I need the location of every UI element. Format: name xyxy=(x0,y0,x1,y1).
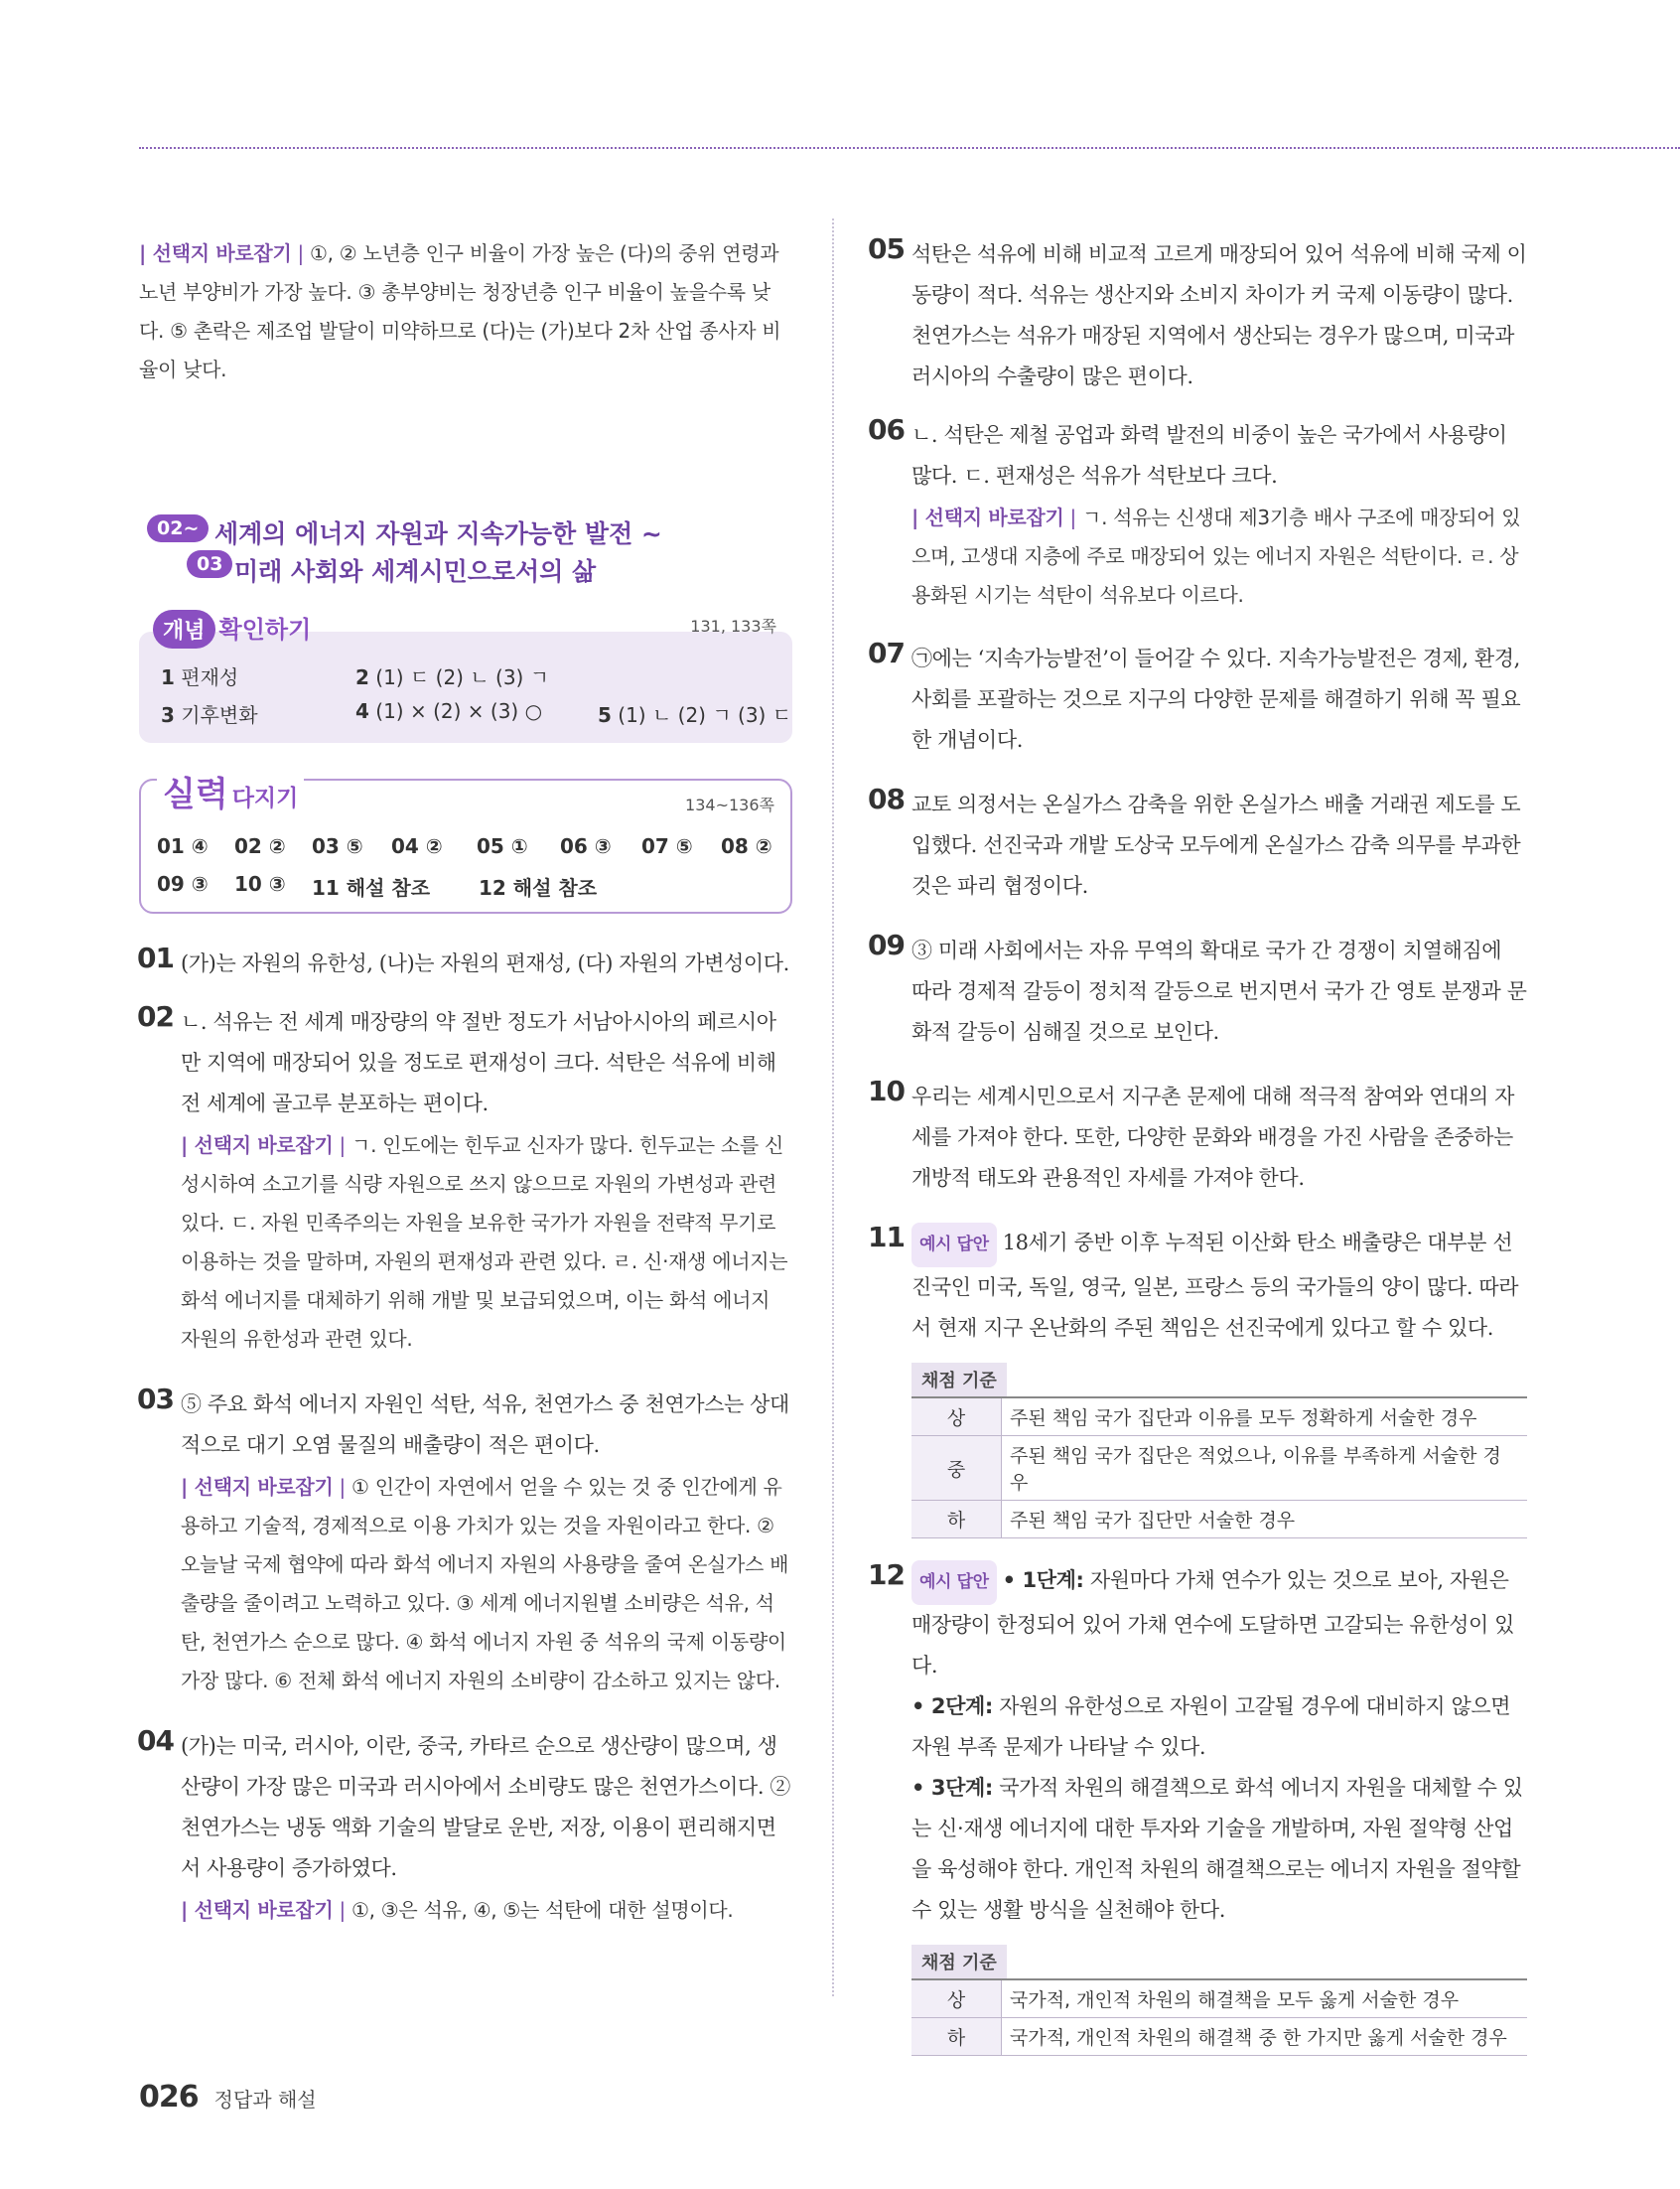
question-number: 05 xyxy=(868,232,905,265)
skill-answer: 01 ④ xyxy=(157,834,209,858)
rubric-table xyxy=(911,1978,1527,2056)
answer-08 xyxy=(870,785,1527,907)
skill-answer: 06 ③ xyxy=(560,834,612,858)
section-title-line1: 세계의 에너지 자원과 지속가능한 발전 ~ xyxy=(214,519,662,548)
question-number: 12 xyxy=(868,1558,905,1591)
rubric-row: 하 국가적, 개인적 차원의 해결책 중 한 가지만 옳게 서술한 경우 xyxy=(911,2018,1527,2056)
question-number: 06 xyxy=(868,413,905,446)
concept-item: 1 편재성 xyxy=(161,665,239,689)
concept-page-ref: 131, 133쪽 xyxy=(690,617,776,636)
question-number: 08 xyxy=(868,783,905,815)
concept-item: 2 (1) ㄷ (2) ㄴ (3) ㄱ xyxy=(355,665,550,689)
answer-text: 석탄은 석유에 비해 비교적 고르게 매장되어 있어 석유에 비해 국제 이동량이 적다. 석유는 생산지와 소비지 차이가 커 국제 이동량이 많다. 천연가스는 석유가 매장된 지역에서 생산되는 경우가 많으며, 미국과 러시아의 수출량이 많은 편이다. xyxy=(911,242,1527,388)
question-number: 11 xyxy=(868,1221,905,1253)
skill-answer: 02 ② xyxy=(234,834,286,858)
section-badge-2: 03 xyxy=(187,550,232,578)
answer-text: 교토 의정서는 온실가스 감축을 위한 온실가스 배출 거래권 제도를 도입했다. 선진국과 개발 도상국 모두에게 온실가스 감축 의무를 부과한 것은 파리 협정이다. xyxy=(911,793,1521,898)
answer-text: ㄴ. 석탄은 제철 공업과 화력 발전의 비중이 높은 국가에서 사용량이 많다. ㄷ. 편재성은 석유가 석탄보다 크다. xyxy=(911,423,1507,488)
answer-06 xyxy=(870,415,1527,615)
example-answer-badge: 예시 답안 xyxy=(911,1560,997,1605)
top-divider xyxy=(139,147,1680,149)
fix-label: | 선택지 바로잡기 xyxy=(139,241,291,265)
rubric-row: 상 국가적, 개인적 차원의 해결책을 모두 옳게 서술한 경우 xyxy=(911,1979,1527,2018)
concept-pill: 개념 xyxy=(153,610,215,649)
rubric-table xyxy=(911,1396,1527,1538)
skill-answer: 12 해설 참조 xyxy=(479,876,598,900)
example-answer-badge: 예시 답안 xyxy=(911,1223,997,1267)
answer-text: 우리는 세계시민으로서 지구촌 문제에 대해 적극적 참여와 연대의 자세를 가져야 한다. 또한, 다양한 문화와 배경을 가진 사람을 존중하는 개방적 태도와 관용적인 자세를 가져야 한다. xyxy=(911,1085,1515,1190)
intro-fix-text: ①, ② 노년층 인구 비율이 가장 높은 (다)의 중위 연령과 노년 부양비가 가장 높다. ③ 총부양비는 청장년층 인구 비율이 높을수록 낮다. ⑤ 촌락은 제조업 발달이 미약하므로 (다)는 (가)보다 2차 산업 종사자 비율이 낮다. xyxy=(139,241,781,381)
answer-text: ㄴ. 석유는 전 세계 매장량의 약 절반 정도가 서남아시아의 페르시아만 지역에 매장되어 있을 정도로 편재성이 크다. 석탄은 석유에 비해 전 세계에 골고루 분포하는 편이다. xyxy=(181,1010,776,1115)
section-badge-1: 02~ xyxy=(147,514,209,542)
question-number: 07 xyxy=(868,637,905,669)
intro-fix-note: | 선택지 바로잡기 | ①, ② 노년층 인구 비율이 가장 높은 (다)의 중위 연령과 노년 부양비가 가장 높다. ③ 총부양비는 청장년층 인구 비율이 높을수록 낮다. ⑤ 촌락은 제조업 발달이 미약하므로 (다)는 (가)보다 2차 산업 종사자 비율이 낮다. xyxy=(139,234,794,389)
answer-text: ③ 미래 사회에서는 자유 무역의 확대로 국가 간 경쟁이 치열해짐에 따라 경제적 갈등이 정치적 갈등으로 번지면서 국가 간 영토 분쟁과 문화적 갈등이 심해질 것으로 보인다. xyxy=(911,939,1527,1044)
question-number: 09 xyxy=(868,929,905,961)
concept-header xyxy=(153,610,311,649)
question-number: 04 xyxy=(137,1724,174,1757)
answer-09 xyxy=(870,931,1527,1053)
rubric-row: 중 주된 책임 국가 집단은 적었으나, 이유를 부족하게 서술한 경우 xyxy=(911,1436,1527,1501)
section-title xyxy=(139,501,794,590)
concept-item: 4 (1) × (2) × (3) ○ xyxy=(355,699,543,723)
question-number: 02 xyxy=(137,1000,174,1033)
skill-answer: 08 ② xyxy=(721,834,772,858)
concept-item: 5 (1) ㄴ (2) ㄱ (3) ㄷ xyxy=(598,703,792,727)
skill-heading-big: 실력 xyxy=(163,775,228,814)
left-column xyxy=(139,234,794,1948)
rubric-row: 상 주된 책임 국가 집단과 이유를 모두 정확하게 서술한 경우 xyxy=(911,1397,1527,1436)
page-footer xyxy=(139,2080,317,2115)
answer-11 xyxy=(870,1223,1527,1349)
skill-header xyxy=(157,767,304,815)
skill-answer: 09 ③ xyxy=(157,872,209,896)
rubric-title: 채점 기준 xyxy=(911,1363,1007,1396)
answer-text: ⑤ 주요 화석 에너지 자원인 석탄, 석유, 천연가스 중 천연가스는 상대적으로 대기 오염 물질의 배출량이 적은 편이다. xyxy=(181,1392,789,1457)
skill-page-ref: 134~136쪽 xyxy=(685,796,774,814)
answer-01 xyxy=(139,944,794,984)
skill-answer: 11 해설 참조 xyxy=(312,876,431,900)
answer-text: ㉠에는 ‘지속가능발전’이 들어갈 수 있다. 지속가능발전은 경제, 환경, 사회를 포괄하는 것으로 지구의 다양한 문제를 해결하기 위해 꼭 필요한 개념이다. xyxy=(911,647,1521,752)
skill-answer: 05 ① xyxy=(477,834,528,858)
concept-item: 3 기후변화 xyxy=(161,703,258,727)
answer-03 xyxy=(139,1385,794,1700)
question-number: 01 xyxy=(137,942,174,974)
skill-drill-box xyxy=(139,775,792,914)
skill-answer: 03 ⑤ xyxy=(312,834,363,858)
fix-note: | 선택지 바로잡기 | ㄱ. 인도에는 힌두교 신자가 많다. 힌두교는 소를 신성시하여 소고기를 식량 자원으로 쓰지 않으므로 자원의 가변성과 관련 있다. ㄷ. 자원 민족주의는 자원을 보유한 국가가 자원을 전략적 무기로 이용하는 것을 말하며, 자원의 편재성과 관련 있다. ㄹ. 신·재생 에너지는 화석 에너지를 대체하기 위해 개발 및 보급되었으며, 이는 화석 에너지 자원의 유한성과 관련 있다. xyxy=(181,1126,794,1359)
answer-text: 예시 답안 18세기 중반 이후 누적된 이산화 탄소 배출량은 대부분 선진국인 미국, 독일, 영국, 일본, 프랑스 등의 국가들의 양이 많다. 따라서 현재 지구 온난화의 주된 책임은 선진국에게 있다고 할 수 있다. xyxy=(911,1223,1527,1349)
skill-answer: 07 ⑤ xyxy=(641,834,693,858)
grading-rubric-12 xyxy=(911,1945,1527,2056)
answer-10 xyxy=(870,1077,1527,1199)
answer-07 xyxy=(870,639,1527,761)
answers-left xyxy=(139,944,794,1930)
question-number: 03 xyxy=(137,1383,174,1415)
answer-text: 예시 답안 • 1단계: 자원마다 가채 연수가 있는 것으로 보아, 자원은 매장량이 한정되어 있어 가채 연수에 도달하면 고갈되는 유한성이 있다. • 2단계: 자원의 유한성으로 자원이 고갈될 경우에 대비하지 않으면 자원 부족 문제가 나타날 수 있다. • 3단계: 국가적 차원의 해결책으로 화석 에너지 자원을 대체할 수 있는 신·재생 에너지에 대한 투자와 기술을 개발하며, 자원 절약형 산업을 육성해야 한다. 개인적 차원의 해결책으로는 에너지 자원을 절약할 수 있는 생활 방식을 실천해야 한다. xyxy=(911,1560,1527,1931)
answer-text: (가)는 미국, 러시아, 이란, 중국, 카타르 순으로 생산량이 많으며, 생산량이 가장 많은 미국과 러시아에서 소비량도 많은 천연가스이다. ② 천연가스는 냉동 액화 기술의 발달로 운반, 저장, 이용이 편리해지면서 사용량이 증가하였다. xyxy=(181,1734,790,1880)
footer-label: 정답과 해설 xyxy=(213,2088,317,2112)
skill-answer: 04 ② xyxy=(391,834,443,858)
answer-text: (가)는 자원의 유한성, (나)는 자원의 편재성, (다) 자원의 가변성이다. xyxy=(181,951,789,975)
skill-heading-small: 다지기 xyxy=(231,786,299,811)
section-title-line2: 미래 사회와 세계시민으로서의 삶 xyxy=(234,557,597,586)
concept-check-box xyxy=(139,616,792,743)
answer-04 xyxy=(139,1726,794,1930)
fix-note: | 선택지 바로잡기 | ㄱ. 석유는 신생대 제3기층 배사 구조에 매장되어 있으며, 고생대 지층에 주로 매장되어 있는 에너지 자원은 석탄이다. ㄹ. 상용화된 시기는 석탄이 석유보다 이르다. xyxy=(911,499,1527,615)
answer-02 xyxy=(139,1002,794,1359)
grading-rubric-11 xyxy=(911,1363,1527,1538)
right-column xyxy=(870,234,1527,2078)
answer-12 xyxy=(870,1560,1527,1931)
skill-answer: 10 ③ xyxy=(234,872,286,896)
answer-05 xyxy=(870,234,1527,397)
page-number: 026 xyxy=(139,2080,199,2115)
rubric-title: 채점 기준 xyxy=(911,1945,1007,1978)
concept-heading: 확인하기 xyxy=(218,616,312,644)
rubric-row: 하 주된 책임 국가 집단만 서술한 경우 xyxy=(911,1501,1527,1538)
fix-note: | 선택지 바로잡기 | ① 인간이 자연에서 얻을 수 있는 것 중 인간에게 유용하고 기술적, 경제적으로 이용 가치가 있는 것을 자원이라고 한다. ② 오늘날 국제 협약에 따라 화석 에너지 자원의 사용량을 줄여 온실가스 배출량을 줄이려고 노력하고 있다. ③ 세계 에너지원별 소비량은 석유, 석탄, 천연가스 순으로 많다. ④ 화석 에너지 자원 중 석유의 국제 이동량이 가장 많다. ⑥ 전체 화석 에너지 자원의 소비량이 감소하고 있지는 않다. xyxy=(181,1468,794,1700)
column-divider xyxy=(832,219,834,1996)
question-number: 10 xyxy=(868,1075,905,1107)
fix-note: | 선택지 바로잡기 | ①, ③은 석유, ④, ⑤는 석탄에 대한 설명이다. xyxy=(181,1891,794,1930)
